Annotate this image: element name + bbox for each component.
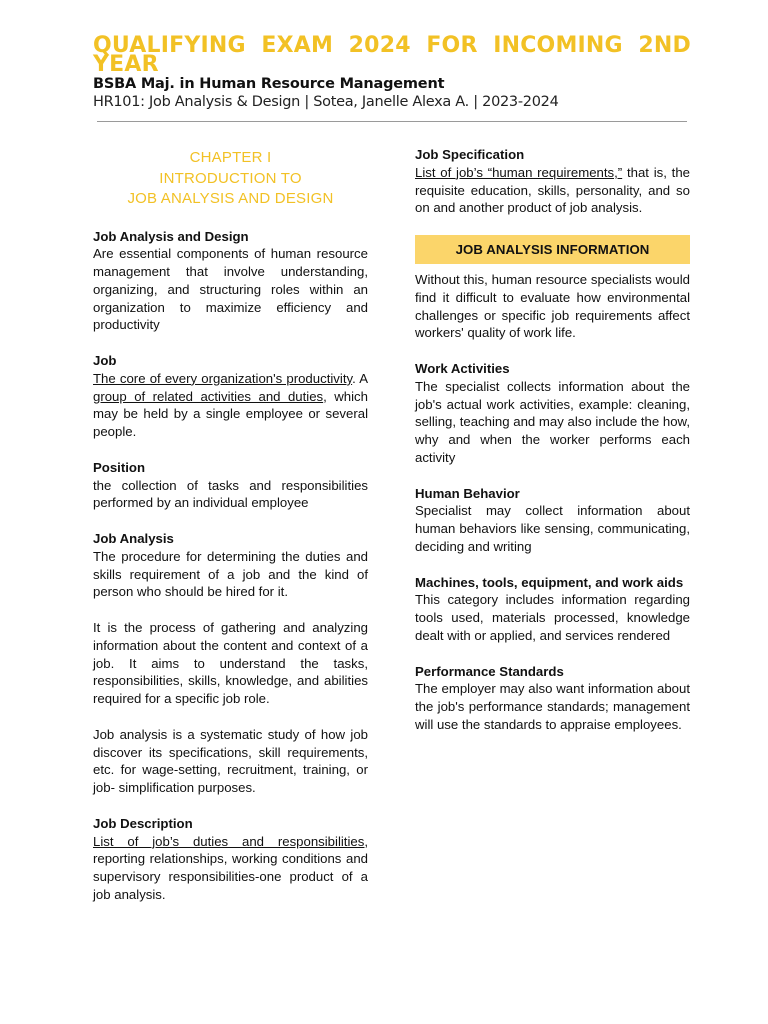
exam-title: QUALIFYING EXAM 2024 FOR INCOMING 2ND YEAR bbox=[93, 33, 691, 77]
text-fragment: that is, the requisite education, skills, personality, and so on and another product of job analysis. bbox=[415, 164, 690, 216]
program-name: BSBA Maj. in Human Resource Management bbox=[93, 76, 445, 92]
section-intro bbox=[415, 271, 690, 342]
section-position bbox=[93, 459, 368, 512]
term-heading: Job Analysis bbox=[93, 531, 174, 547]
section-job-description bbox=[93, 815, 368, 904]
text-fragment: . A bbox=[352, 370, 368, 386]
chapter-title: JOB ANALYSIS AND DESIGN bbox=[127, 190, 334, 207]
section-machines-tools bbox=[415, 574, 690, 645]
section-banner: JOB ANALYSIS INFORMATION bbox=[415, 235, 690, 264]
definition-text: Are essential components of human resource management that involve understanding, organizing, and structuring roles within an organization to maximize efficiency and productivity bbox=[93, 246, 368, 333]
left-column bbox=[93, 146, 368, 922]
paragraph-text: Without this, human resource specialists would find it difficult to evaluate how environmental challenges or specific job requirements affect workers' quality of work life. bbox=[415, 271, 690, 341]
underlined-phrase: The core of every organization's productivity bbox=[93, 370, 353, 386]
term-heading: Job Description bbox=[93, 815, 193, 831]
right-column bbox=[415, 146, 690, 752]
definition-text: The procedure for determining the duties and skills requirement of a job and the kind of person who should be hired for it. bbox=[93, 548, 368, 600]
section-human-behavior bbox=[415, 485, 690, 556]
term-heading: Human Behavior bbox=[415, 485, 520, 501]
definition-text bbox=[93, 370, 368, 441]
chapter-heading bbox=[93, 148, 368, 210]
chapter-number: CHAPTER I bbox=[189, 149, 272, 166]
text-fragment: reporting relationships, working conditions and supervisory responsibilities-one product of a job analysis. bbox=[93, 851, 368, 902]
definition-text: the collection of tasks and responsibilities performed by an individual employee bbox=[93, 477, 368, 511]
definition-text: The employer may also want information about the job's performance standards; management will use the standards to appraise employees. bbox=[415, 681, 690, 732]
term-heading: Job bbox=[93, 353, 117, 369]
paragraph-text: It is the process of gathering and analyzing information about the content and context of a job. It aims to understand the tasks, responsibilities, skills, knowledge, and abilities required for a specific job role. bbox=[93, 620, 368, 707]
section-job-specification bbox=[415, 146, 690, 217]
term-heading: Job Analysis and Design bbox=[93, 228, 249, 244]
job-analysis-paragraph bbox=[93, 726, 368, 797]
header-divider bbox=[97, 121, 687, 122]
chapter-subtitle: INTRODUCTION TO bbox=[159, 169, 302, 187]
underlined-phrase: group of related activities and duties bbox=[93, 388, 324, 404]
term-heading: Job Specification bbox=[415, 147, 525, 162]
section-job bbox=[93, 352, 368, 441]
section-work-activities bbox=[415, 360, 690, 467]
section-job-analysis-and-design bbox=[93, 228, 368, 335]
document-header bbox=[93, 33, 691, 111]
term-heading: Machines, tools, equipment, and work aids bbox=[415, 574, 684, 590]
definition-text bbox=[415, 164, 690, 217]
definition-text: This category includes information regarding tools used, materials processed, knowledge dealt with or applied, and services rendered bbox=[415, 592, 690, 643]
section-job-analysis bbox=[93, 530, 368, 601]
course-info: HR101: Job Analysis & Design | Sotea, Janelle Alexa A. | 2023-2024 bbox=[93, 94, 559, 110]
text-fragment: , which may be held by a single employee or several people. bbox=[93, 388, 368, 440]
definition-text: Specialist may collect information about human behaviors like sensing, communicating, deciding and writing bbox=[415, 503, 690, 554]
underlined-phrase: List of job’s duties and responsibilities, bbox=[93, 833, 368, 849]
term-heading: Performance Standards bbox=[415, 663, 564, 679]
definition-text bbox=[93, 833, 368, 904]
paragraph-text: Job analysis is a systematic study of how job discover its specifications, skill requirements, etc. for wage-setting, recruitment, training, or job- simplification purposes. bbox=[93, 726, 368, 796]
definition-text: The specialist collects information about the job's actual work activities, example: cleaning, selling, teaching and may also include the how, why and when the worker performs each activity bbox=[415, 378, 690, 465]
term-heading: Position bbox=[93, 459, 146, 475]
section-performance-standards bbox=[415, 663, 690, 734]
underlined-phrase: List of job’s “human requirements,” bbox=[415, 164, 623, 180]
job-analysis-paragraph bbox=[93, 619, 368, 708]
term-heading: Work Activities bbox=[415, 360, 510, 376]
